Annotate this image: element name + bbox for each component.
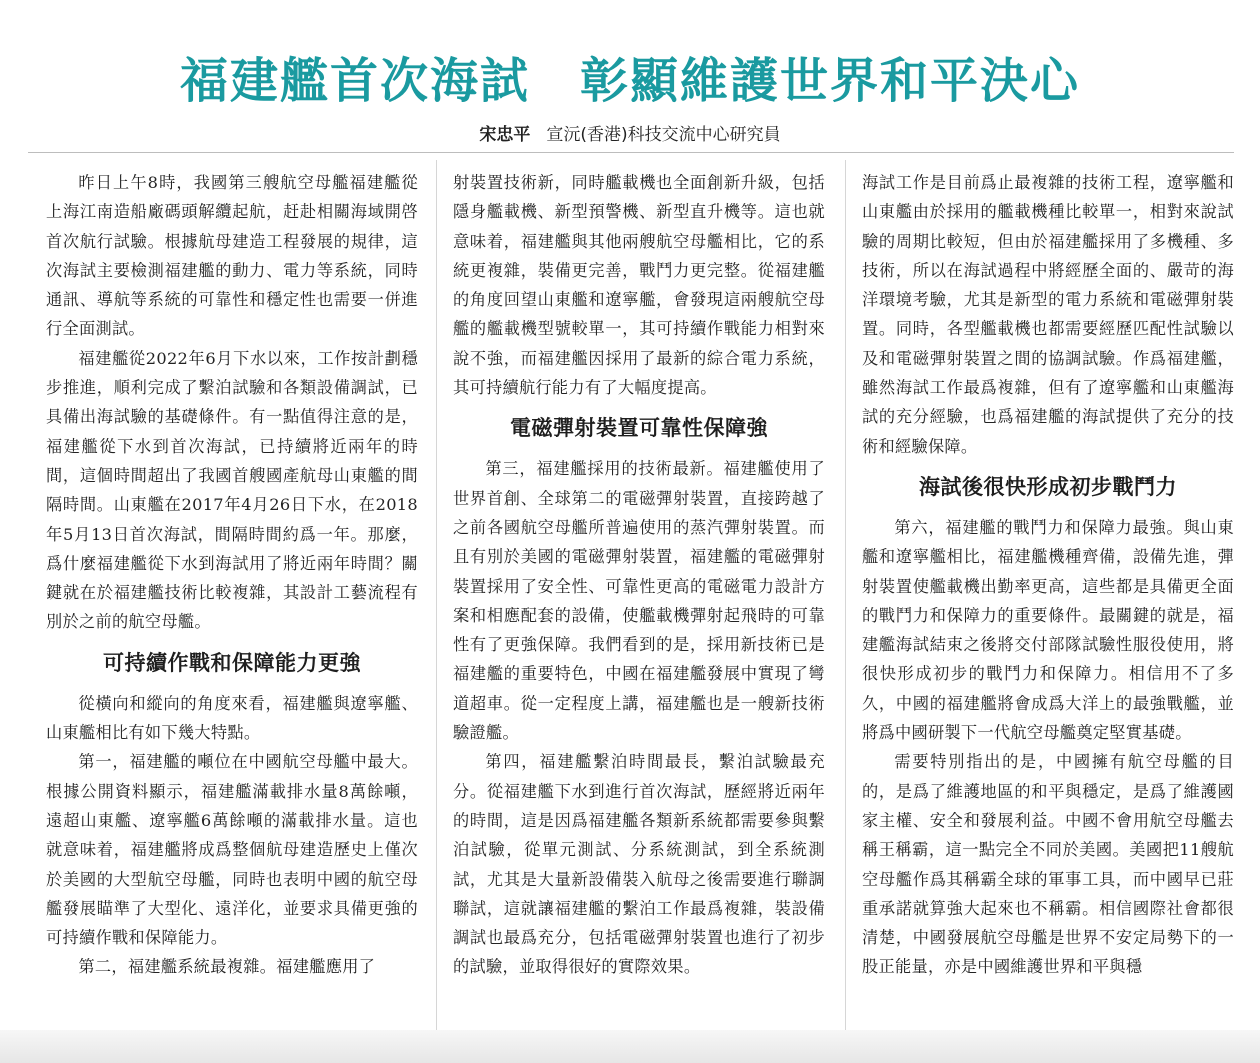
article-column-1 xyxy=(46,168,418,1028)
column-divider xyxy=(436,160,437,1030)
subheading: 可持續作戰和保障能力更強 xyxy=(103,650,361,675)
byline xyxy=(0,120,1260,145)
paragraph: 第一，福建艦的噸位在中國航空母艦中最大。根據公開資料顯示，福建艦滿載排水量8萬餘噸，遠超山東艦、遼寧艦6萬餘噸的滿載排水量。這也就意味着，福建艦將成爲整個航母建造歷史上僅次於美國的大型航空母艦，同時也表明中國的航空母艦發展瞄準了大型化、遠洋化，並要求具備更強的可持續作戰和保障能力。 xyxy=(46,752,418,948)
paragraph: 射裝置技術新，同時艦載機也全面創新升級，包括隱身艦載機、新型預警機、新型直升機等。這也就意味着，福建艦與其他兩艘航空母艦相比，它的系統更複雜，裝備更完善，戰鬥力更完整。從福建艦的角度回望山東艦和遼寧艦，會發現這兩艘航空母艦的艦載機型號較單一，其可持續作戰能力相對來說不強，而福建艦因採用了最新的綜合電力系統，其可持續航行能力有了大幅度提高。 xyxy=(453,173,825,398)
header-rule xyxy=(28,152,1234,153)
paragraph: 需要特別指出的是，中國擁有航空母艦的目的，是爲了維護地區的和平與穩定，是爲了維護國家主權、安全和發展利益。中國不會用航空母艦去稱王稱霸，這一點完全不同於美國。美國把11艘航空母艦作爲其稱霸全球的軍事工具，而中國早已莊重承諾就算強大起來也不稱霸。相信國際社會都很清楚，中國發展航空母艦是世界不安定局勢下的一股正能量，亦是中國維護世界和平與穩 xyxy=(862,752,1234,977)
paragraph: 第六，福建艦的戰鬥力和保障力最強。與山東艦和遼寧艦相比，福建艦機種齊備，設備先進，彈射裝置使艦載機出勤率更高，這些都是具備更全面的戰鬥力和保障力的重要條件。最關鍵的就是，福建艦海試結束之後將交付部隊試驗性服役使用，將很快形成初步的戰鬥力和保障力。相信用不了多久，中國的福建艦將會成爲大洋上的最強戰艦，並將爲中國研製下一代航空母艦奠定堅實基礎。 xyxy=(862,517,1234,743)
paragraph: 昨日上午8時，我國第三艘航空母艦福建艦從上海江南造船廠碼頭解纜起航，赶赴相關海域開啓首次航行試驗。根據航母建造工程發展的規律，這次海試主要檢測福建艦的動力、電力等系統，同時通訊、導航等系統的可靠性和穩定性也需要一併進行全面測試。 xyxy=(46,173,418,339)
paragraph: 福建艦從2022年6月下水以來，工作按計劃穩步推進，順利完成了繫泊試驗和各類設備調試，已具備出海試驗的基礎條件。有一點值得注意的是，福建艦從下水到首次海試，已持續將近兩年的時間，這個時間超出了我國首艘國產航母山東艦的間隔時間。山東艦在2017年4月26日下水，在2018年5月13日首次海試，間隔時間約爲一年。那麼，爲什麼福建艦從下水到海試用了將近兩年時間？關鍵就在於福建艦技術比較複雜，其設計工藝流程有別於之前的航空母艦。 xyxy=(46,348,418,632)
paragraph: 第三，福建艦採用的技術最新。福建艦使用了世界首創、全球第二的電磁彈射裝置，直接跨越了之前各國航空母艦所普遍使用的蒸汽彈射裝置。而且有別於美國的電磁彈射裝置，福建艦的電磁彈射裝置採用了安全性、可靠性更高的電磁電力設計方案和相應配套的設備，使艦載機彈射起飛時的可靠性有了更強保障。我們看到的是，採用新技術已是福建艦的重要特色，中國在福建艦發展中實現了彎道超車。從一定程度上講，福建艦也是一艘新技術驗證艦。 xyxy=(453,459,825,743)
subheading: 電磁彈射裝置可靠性保障強 xyxy=(510,416,768,441)
headline: 福建艦首次海試 彰顯維護世界和平決心 xyxy=(179,53,1080,109)
paragraph: 第四，福建艦繫泊時間最長，繫泊試驗最充分。從福建艦下水到進行首次海試，歷經將近兩年的時間，這是因爲福建艦各類新系統都需要參與繫泊試驗，從單元測試、分系統測試，到全系統測試，尤其是大量新設備裝入航母之後需要進行聯調聯試，這就讓福建艦的繫泊工作最爲複雜，裝設備調試也最爲充分，包括電磁彈射裝置也進行了初步的試驗，並取得很好的實際效果。 xyxy=(453,752,825,977)
page-bottom-edge xyxy=(0,1030,1260,1063)
column-divider xyxy=(845,160,846,1030)
author-affiliation: 宣沅(香港)科技交流中心研究員 xyxy=(546,125,781,145)
subheading: 海試後很快形成初步戰鬥力 xyxy=(919,474,1177,499)
paragraph: 第二，福建艦系統最複雜。福建艦應用了 xyxy=(78,957,376,977)
author-name: 宋忠平 xyxy=(479,125,531,145)
paragraph: 從橫向和縱向的角度來看，福建艦與遼寧艦、山東艦相比有如下幾大特點。 xyxy=(46,693,418,743)
article-column-3 xyxy=(862,168,1234,1028)
paragraph: 海試工作是目前爲止最複雜的技術工程，遼寧艦和山東艦由於採用的艦載機種比較單一，相對來說試驗的周期比較短，但由於福建艦採用了多機種、多技術，所以在海試過程中將經歷全面的、嚴苛的海洋環境考驗，尤其是新型的電力系統和電磁彈射裝置。同時，各型艦載機也都需要經歷匹配性試驗以及和電磁彈射裝置之間的協調試驗。作爲福建艦，雖然海試工作最爲複雜，但有了遼寧艦和山東艦海試的充分經驗，也爲福建艦的海試提供了充分的技術和經驗保障。 xyxy=(862,173,1234,456)
article-column-2 xyxy=(453,168,825,1028)
